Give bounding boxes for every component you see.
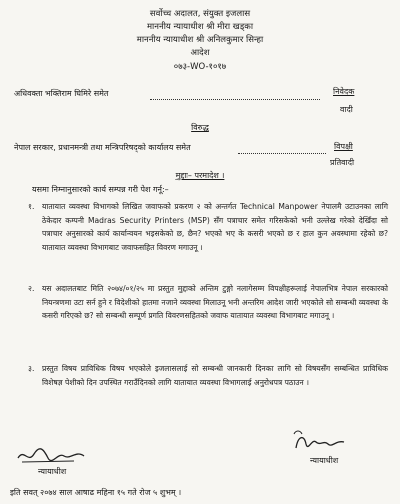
respondent-name: नेपाल सरकार, प्रधानमन्त्री तथा मन्त्रिपरिषद्को कार्यालय समेत [14,143,191,152]
paragraph-text: प्रस्तुत विषय प्राविधिक विषय भएकोले इजलासलाई सो सम्बन्धी जानकारी दिनका लागि सो विषयसँग सम्बन्धित प्राविधिक विशेषज्ञ पेशीको दिन उपस्थित गराउँदिनको लागि यातायात व्यवस्था विभागलाई अनुरोधपत्र पठाउन । [42,364,388,387]
judge-2: माननीय न्यायाधीश श्री अनिलकुमार सिन्हा [136,35,264,45]
left-judge-signature [14,444,94,466]
left-judge-label: न्यायाधीश [38,467,67,476]
petitioner-dotted-line [150,99,320,100]
court-name: सर्वोच्च अदालत, संयुक्त इजलास [149,9,251,19]
right-judge-label: न्यायाधीश [310,456,339,465]
petitioner-name: अधिवक्ता भक्तिराम घिमिरे समेत [14,89,109,98]
case-number: ०७३-WO-१०१७ [173,62,227,72]
respondent-role-sub: प्रतिवादी [330,158,355,167]
order-date-footer: इति सवत् २०७४ साल आषाढ महिना १५ गते रोज ५ शुभम् । [10,488,182,497]
respondent-dotted-line [238,153,326,154]
paragraph-number: १. [28,202,35,211]
order-paragraph-3 [28,362,388,403]
order-paragraph-1 [28,200,388,268]
respondent-role-label: विपक्षी [334,142,353,151]
order-intro: यसमा निम्नानुसारको कार्य सम्पन्न गरी पेश गर्नू:– [32,185,169,194]
case-subject: मुद्दाः– परमादेश । [175,171,225,180]
paragraph-number: ३. [28,364,35,373]
order-paragraph-2 [28,282,388,350]
petitioner-role-sub: वादी [340,105,353,114]
order-heading: आदेश [190,48,210,58]
petitioner-role-label: निवेदक [333,87,355,96]
right-judge-signature [290,428,350,456]
paragraph-text: यस अदालतबाट मिति २०७४/०१/२५ मा प्रस्तुत मुद्दाको अन्तिम टुङ्गो नलागेसम्म विपक्षीहरूलाई नेपालभित्र नेपाल सरकारको नियन्त्रणमा उटा सर्न हुने र विदेशीको हातमा नजाने व्यवस्था मिलाउनू भनी अन्तरिम आदेश जारी भएकोले सो सम्बन्धी व्यवस्था के कसरी गरिएको छ? सो सम्बन्धी सम्पूर्ण प्रगति विवरणसहितको जवाफ यातायात व्यवस्था विभागबाट मगाउनू । [42,284,388,321]
versus-label: विरुद्ध [191,123,209,132]
paragraph-text: यातायात व्यवस्था विभागको लिखित जवाफको प्रकरण २ को अन्तर्गत Technical Manpower नेपालमै उटाउनका लागि ठेकेदार कम्पनी Madras Security Printers (MSP) सँग पत्राचार समेत गरिसकेको भनी उल्लेख गरेको देखिँदा सो पत्राचार अनुसारको कार्य कार्यान्वयन भइसकेको छ, छैन? भएको भए के कसरी भएको छ र हाल कुन अवस्थामा रहेको छ? यातायात व्यवस्था विभागबाट जवाफसहित विवरण मगाउनू । [42,202,388,252]
judge-1: माननीय न्यायाधीश श्री मीरा खड्का [146,22,254,32]
paragraph-number: २. [28,284,35,293]
